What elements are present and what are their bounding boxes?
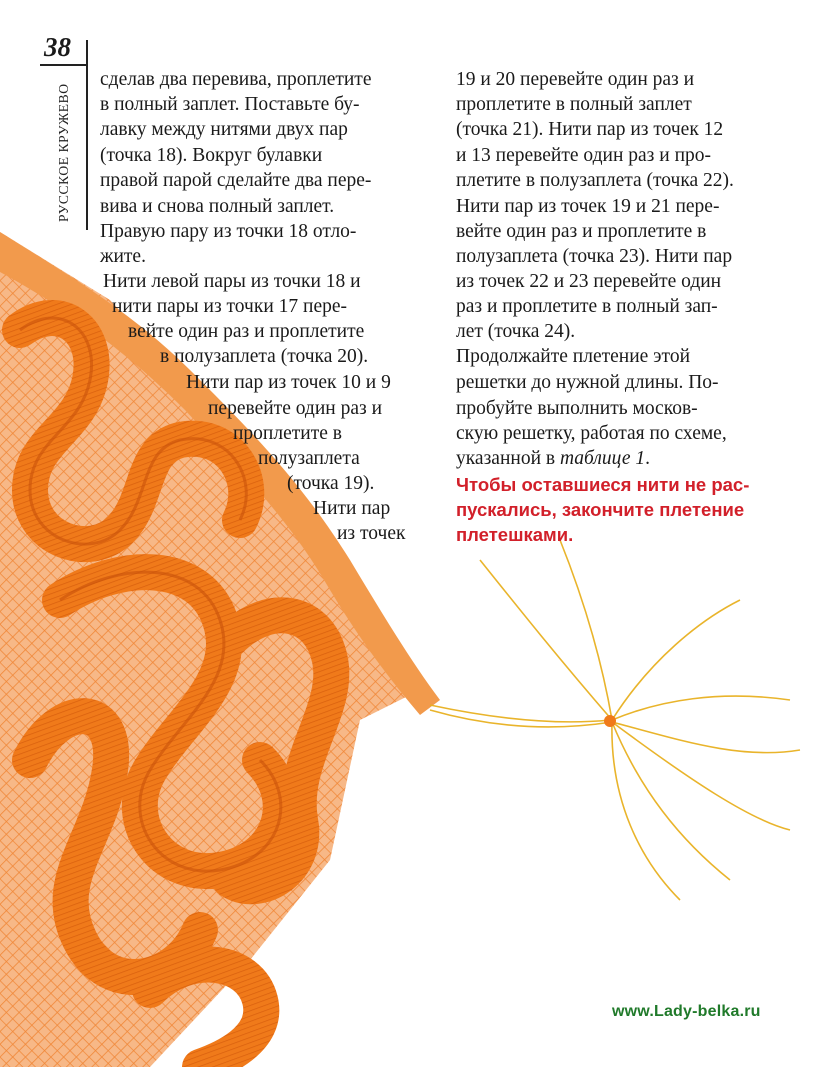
text-line: Продолжайте плетение этой <box>456 346 690 367</box>
text-line: лет (точка 24). <box>456 321 576 342</box>
text-line: решетки до нужной длины. По- <box>456 372 719 393</box>
text-line: (точка 18). Вокруг булавки <box>100 145 323 166</box>
red-note-line: плетешками. <box>456 524 574 545</box>
text-line: Нити пар из точек 19 и 21 пере- <box>456 196 720 217</box>
text-line: (точка 21). Нити пар из точек 12 <box>456 119 724 140</box>
text-line: Нити пар из точек 10 и 9 <box>186 372 391 393</box>
red-note-line: пускались, закончите плетение <box>456 499 745 520</box>
text-line: скую решетку, работая по схеме, <box>456 423 727 444</box>
text-line: Правую пару из точки 18 отло- <box>100 221 357 242</box>
text-line: из точек 22 и 23 перевейте один <box>456 271 722 292</box>
running-head: РУССКОЕ КРУЖЕВО <box>56 83 71 222</box>
text-line: полузаплета <box>258 448 360 469</box>
text-line: в полузаплета (точка 20). <box>160 346 369 367</box>
text-line: плетите в полузаплета (точка 22). <box>456 170 734 191</box>
text-line: вейте один раз и проплетите <box>128 321 365 342</box>
text-line: 19 и 20 перевейте один раз и <box>456 69 695 90</box>
text-line: пробуйте выполнить москов- <box>456 398 698 419</box>
text-line: Нити левой пары из точки 18 и <box>103 271 361 292</box>
text-line: Нити пар <box>313 498 391 519</box>
red-note-line: Чтобы оставшиеся нити не рас- <box>456 474 750 495</box>
website-watermark: www.Lady-belka.ru <box>612 1003 761 1020</box>
text-line: (точка 19). <box>287 473 375 494</box>
text-fragment: . <box>645 448 651 469</box>
text-line: вива и снова полный заплет. <box>100 196 335 217</box>
table-reference: таблице 1 <box>559 448 646 469</box>
text-fragment: указанной в <box>456 448 560 469</box>
text-line: перевейте один раз и <box>208 398 383 419</box>
text-line: нити пары из точки 17 пере- <box>112 296 347 317</box>
text-line: в полный заплет. Поставьте бу- <box>100 94 360 115</box>
text-line: сделав два перевива, проплетите <box>100 69 372 90</box>
page-number: 38 <box>44 32 71 62</box>
text-line-table-reference <box>456 449 650 469</box>
margin-rule <box>86 40 88 230</box>
text-line: полузаплета (точка 23). Нити пар <box>456 246 733 267</box>
text-line: раз и проплетите в полный зап- <box>456 296 718 317</box>
text-line: проплетите в <box>233 423 342 444</box>
text-line: правой парой сделайте два пере- <box>100 170 372 191</box>
header-rule <box>40 64 88 66</box>
text-line: проплетите в полный заплет <box>456 94 692 115</box>
text-line: жите. <box>100 246 146 267</box>
text-line: лавку между нитями двух пар <box>100 119 348 140</box>
text-line: вейте один раз и проплетите в <box>456 221 707 242</box>
text-line: и 13 перевейте один раз и про- <box>456 145 711 166</box>
text-line: из точек <box>337 523 406 544</box>
